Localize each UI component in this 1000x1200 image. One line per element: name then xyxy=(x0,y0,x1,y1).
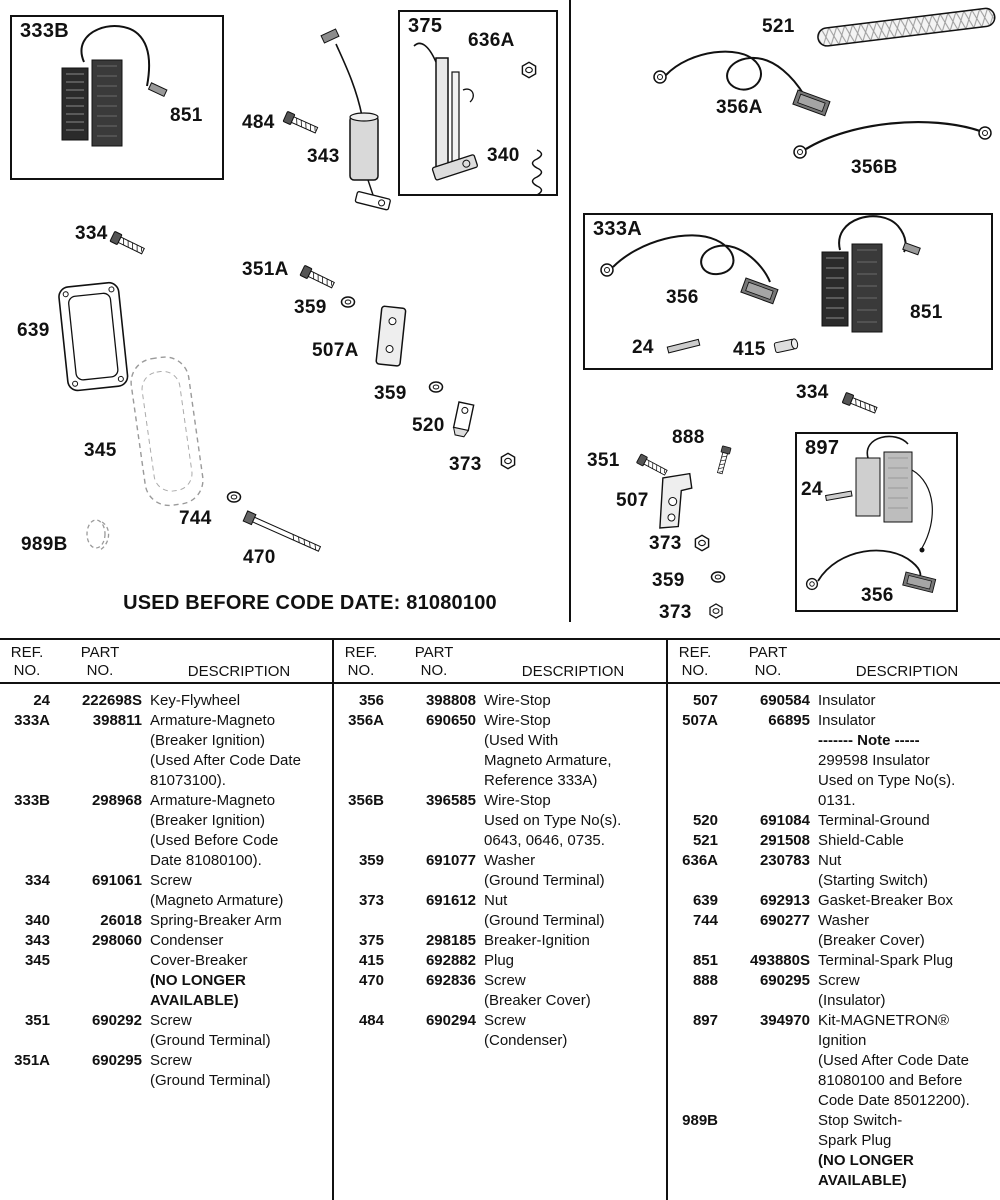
insulator-507-illustration xyxy=(656,470,694,532)
description-line: Wire-Stop xyxy=(484,692,551,709)
description xyxy=(818,891,998,911)
stop-switch-989b-illustration xyxy=(87,520,109,550)
part-row-520 xyxy=(672,811,998,831)
part-callout-851: 851 xyxy=(910,302,943,323)
description-line: (Starting Switch) xyxy=(818,872,929,889)
description xyxy=(818,911,998,951)
part-no: 690584 xyxy=(759,692,810,709)
description-line: ------- Note ----- xyxy=(818,732,920,749)
diagram-box-label: 375 xyxy=(408,15,443,37)
ref-no: 484 xyxy=(358,1012,384,1029)
ref-no: 334 xyxy=(24,872,50,889)
description-line: Key-Flywheel xyxy=(150,692,241,709)
part-callout-356: 356 xyxy=(861,585,894,606)
description-line: Magneto Armature, xyxy=(484,752,612,769)
diagram-box-333B xyxy=(10,15,224,180)
description-line: Kit-MAGNETRON® xyxy=(818,1012,950,1029)
description xyxy=(484,931,664,951)
description-line: (Used After Code Date xyxy=(150,752,301,769)
part-row-373 xyxy=(338,891,664,931)
part-callout-359: 359 xyxy=(652,570,685,591)
part-callout-373: 373 xyxy=(649,533,682,554)
part-callout-507: 507 xyxy=(616,490,649,511)
washer-359-icon-3 xyxy=(712,572,725,582)
description xyxy=(150,871,330,911)
part-callout-470: 470 xyxy=(243,547,276,568)
header-ref-no: REF. NO. xyxy=(678,644,712,679)
description xyxy=(818,691,998,711)
description-line: Spark Plug xyxy=(818,1132,892,1149)
description-line: (Condenser) xyxy=(484,1032,568,1049)
ref-no: 356B xyxy=(348,792,384,809)
description-line: Shield-Cable xyxy=(818,832,904,849)
description-line: Wire-Stop xyxy=(484,792,551,809)
ref-no: 333B xyxy=(14,792,50,809)
part-no: 692836 xyxy=(425,972,476,989)
header-description: DESCRIPTION xyxy=(855,663,959,680)
description-line: Screw xyxy=(484,1012,526,1029)
description-line: (Breaker Cover) xyxy=(818,932,925,949)
description-line: (NO LONGER xyxy=(818,1152,914,1169)
part-no: 690295 xyxy=(91,1052,142,1069)
part-no: 222698S xyxy=(81,692,142,709)
description-line: Screw xyxy=(150,1052,192,1069)
description-line: Stop Switch- xyxy=(818,1112,903,1129)
description-line: 81073100). xyxy=(150,772,226,789)
breaker-cover-345-illustration xyxy=(128,354,206,509)
part-callout-744: 744 xyxy=(179,508,212,529)
description xyxy=(150,911,330,931)
description-line: Terminal-Ground xyxy=(818,812,930,829)
description xyxy=(484,971,664,1011)
part-no: 26018 xyxy=(100,912,142,929)
wire-stop-356b-illustration xyxy=(794,122,991,158)
parts-table-column-2 xyxy=(332,640,666,1200)
ref-no: 24 xyxy=(33,692,50,709)
part-callout-888: 888 xyxy=(672,427,705,448)
part-no: 691612 xyxy=(425,892,476,909)
code-date-caption: USED BEFORE CODE DATE: 81080100 xyxy=(123,592,497,614)
description-line: (Breaker Cover) xyxy=(484,992,591,1009)
part-row-470 xyxy=(338,971,664,1011)
description xyxy=(818,971,998,1011)
part-row-639 xyxy=(672,891,998,911)
description-line: 299598 Insulator xyxy=(818,752,930,769)
part-row-333A xyxy=(4,711,330,791)
part-callout-373: 373 xyxy=(659,602,692,623)
description-line: Cover-Breaker xyxy=(150,952,248,969)
ref-no: 415 xyxy=(358,952,384,969)
part-callout-356A: 356A xyxy=(716,97,763,118)
description xyxy=(484,1011,664,1051)
description-line: (Used With xyxy=(484,732,559,749)
part-row-507A xyxy=(672,711,998,811)
ref-no: 356 xyxy=(358,692,384,709)
part-no: 396585 xyxy=(425,792,476,809)
part-row-415 xyxy=(338,951,664,971)
part-row-636A xyxy=(672,851,998,891)
description-line: (NO LONGER xyxy=(150,972,246,989)
description xyxy=(150,1051,330,1091)
ref-no: 888 xyxy=(692,972,718,989)
header-ref-no: REF. NO. xyxy=(344,644,378,679)
part-no: 493880S xyxy=(749,952,810,969)
ref-no: 639 xyxy=(692,892,718,909)
part-callout-334: 334 xyxy=(796,382,829,403)
part-no: 691077 xyxy=(425,852,476,869)
ref-no: 351A xyxy=(14,1052,50,1069)
part-row-356B xyxy=(338,791,664,851)
header-ref-no: REF. NO. xyxy=(10,644,44,679)
part-callout-356: 356 xyxy=(666,287,699,308)
description-line: Armature-Magneto xyxy=(150,792,276,809)
description-line: 0131. xyxy=(818,792,856,809)
part-callout-415: 415 xyxy=(733,339,766,360)
part-row-744 xyxy=(672,911,998,951)
part-row-340 xyxy=(4,911,330,931)
part-no: 692913 xyxy=(759,892,810,909)
description xyxy=(484,851,664,891)
part-row-334 xyxy=(4,871,330,911)
part-callout-989B: 989B xyxy=(21,534,68,555)
description xyxy=(484,711,664,791)
description-line: Plug xyxy=(484,952,515,969)
washer-744-icon xyxy=(228,492,241,502)
part-no: 291508 xyxy=(759,832,810,849)
diagram-box-label: 333B xyxy=(20,20,70,42)
washer-359-icon-2 xyxy=(430,382,443,392)
part-row-345 xyxy=(4,951,330,1011)
description xyxy=(484,951,664,971)
description-line: Terminal-Spark Plug xyxy=(818,952,954,969)
washer-359-icon xyxy=(342,297,355,307)
description-line: (Ground Terminal) xyxy=(484,912,605,929)
ref-no: 340 xyxy=(24,912,50,929)
insulator-507a-illustration xyxy=(376,306,406,366)
part-no: 690294 xyxy=(425,1012,476,1029)
description-line: (Used Before Code xyxy=(150,832,279,849)
description-line: (Insulator) xyxy=(818,992,886,1009)
header-description: DESCRIPTION xyxy=(187,663,291,680)
part-no: 298060 xyxy=(91,932,142,949)
part-row-851 xyxy=(672,951,998,971)
terminal-ground-520-illustration xyxy=(452,402,474,437)
ref-no: 521 xyxy=(692,832,718,849)
shield-cable-521-illustration xyxy=(817,7,996,47)
gasket-639-illustration xyxy=(58,282,129,392)
ref-no: 373 xyxy=(358,892,384,909)
part-callout-356B: 356B xyxy=(851,157,898,178)
description-line: Screw xyxy=(150,1012,192,1029)
description-line: Nut xyxy=(818,852,842,869)
ref-no: 507A xyxy=(682,712,718,729)
screw-334-right-icon xyxy=(842,392,878,415)
description-line: Reference 333A) xyxy=(484,772,598,789)
part-row-507 xyxy=(672,691,998,711)
description xyxy=(818,951,998,971)
ref-no: 375 xyxy=(358,932,384,949)
diagram-box-label: 897 xyxy=(805,437,840,459)
description-line: Ignition xyxy=(818,1032,867,1049)
description-line: Washer xyxy=(818,912,870,929)
description-line: Insulator xyxy=(818,692,876,709)
part-no: 691084 xyxy=(759,812,810,829)
part-no: 690292 xyxy=(91,1012,142,1029)
part-no: 66895 xyxy=(768,712,810,729)
screw-351a-icon xyxy=(300,265,335,290)
parts-table-column-1 xyxy=(0,640,332,1200)
part-callout-359: 359 xyxy=(294,297,327,318)
part-no: 230783 xyxy=(759,852,810,869)
description xyxy=(818,1011,998,1111)
part-row-484 xyxy=(338,1011,664,1051)
ref-no: 359 xyxy=(358,852,384,869)
part-row-24 xyxy=(4,691,330,711)
part-row-897 xyxy=(672,1011,998,1111)
part-callout-359: 359 xyxy=(374,383,407,404)
part-no: 690650 xyxy=(425,712,476,729)
header-part-no: PART NO. xyxy=(748,644,788,679)
nut-373-icon-2 xyxy=(695,535,708,550)
screw-334-icon xyxy=(110,231,145,256)
description-line: Armature-Magneto xyxy=(150,712,276,729)
part-row-351 xyxy=(4,1011,330,1051)
ref-no: 470 xyxy=(358,972,384,989)
description-line: 0643, 0646, 0735. xyxy=(484,832,605,849)
part-callout-520: 520 xyxy=(412,415,445,436)
description xyxy=(818,1111,998,1191)
description xyxy=(818,811,998,831)
ref-no: 507 xyxy=(692,692,718,709)
description-line: Screw xyxy=(150,872,192,889)
description xyxy=(484,791,664,851)
ref-no: 744 xyxy=(692,912,718,929)
screw-888-icon xyxy=(716,446,732,475)
part-callout-521: 521 xyxy=(762,16,795,37)
table-header-row xyxy=(334,640,666,684)
description-line: Nut xyxy=(484,892,508,909)
part-callout-373: 373 xyxy=(449,454,482,475)
description-line: Washer xyxy=(484,852,536,869)
part-callout-345: 345 xyxy=(84,440,117,461)
part-no xyxy=(58,951,142,1011)
description-line: Wire-Stop xyxy=(484,712,551,729)
part-callout-636A: 636A xyxy=(468,30,515,51)
part-row-359 xyxy=(338,851,664,891)
description-line: (Breaker Ignition) xyxy=(150,812,266,829)
part-callout-24: 24 xyxy=(801,479,823,500)
part-no: 691061 xyxy=(91,872,142,889)
ref-no: 351 xyxy=(24,1012,50,1029)
part-row-351A xyxy=(4,1051,330,1091)
ref-no: 343 xyxy=(24,932,50,949)
description xyxy=(484,891,664,931)
part-row-333B xyxy=(4,791,330,871)
ref-no: 333A xyxy=(14,712,50,729)
screw-484-icon xyxy=(283,111,319,135)
table-header-row xyxy=(0,640,332,684)
part-no: 398808 xyxy=(425,692,476,709)
description-line: (Magneto Armature) xyxy=(150,892,284,909)
part-callout-351A: 351A xyxy=(242,259,289,280)
description-line: (Ground Terminal) xyxy=(150,1032,271,1049)
part-callout-24: 24 xyxy=(632,337,654,358)
description-line: Date 81080100). xyxy=(150,852,262,869)
section-divider xyxy=(569,0,571,622)
part-row-356A xyxy=(338,711,664,791)
table-rows xyxy=(0,684,332,1091)
description xyxy=(818,711,998,811)
part-no xyxy=(726,1111,810,1191)
description-line: (Ground Terminal) xyxy=(484,872,605,889)
table-header-row xyxy=(668,640,1000,684)
description xyxy=(484,691,664,711)
part-callout-334: 334 xyxy=(75,223,108,244)
part-no: 692882 xyxy=(425,952,476,969)
ref-no: 520 xyxy=(692,812,718,829)
part-row-989B xyxy=(672,1111,998,1191)
condenser-343-illustration xyxy=(321,29,391,210)
table-rows xyxy=(668,684,1000,1191)
part-callout-851: 851 xyxy=(170,105,203,126)
description xyxy=(818,831,998,851)
description xyxy=(150,791,330,871)
ref-no: 897 xyxy=(692,1012,718,1029)
description xyxy=(150,1011,330,1051)
description-line: Condenser xyxy=(150,932,224,949)
part-no: 690277 xyxy=(759,912,810,929)
part-row-375 xyxy=(338,931,664,951)
part-callout-340: 340 xyxy=(487,145,520,166)
description-line: (Used After Code Date xyxy=(818,1052,969,1069)
description-line: Breaker-Ignition xyxy=(484,932,590,949)
description-line: AVAILABLE) xyxy=(150,992,239,1009)
description xyxy=(818,851,998,891)
description xyxy=(150,931,330,951)
part-no: 690295 xyxy=(759,972,810,989)
ref-no: 989B xyxy=(682,1112,718,1129)
part-callout-484: 484 xyxy=(242,112,275,133)
part-callout-351: 351 xyxy=(587,450,620,471)
description-line: Insulator xyxy=(818,712,876,729)
header-part-no: PART NO. xyxy=(414,644,454,679)
description xyxy=(150,711,330,791)
description-line: (Ground Terminal) xyxy=(150,1072,271,1089)
ref-no: 345 xyxy=(24,952,50,969)
screw-351-icon xyxy=(636,454,668,477)
diagram-box-label: 333A xyxy=(593,218,643,240)
description-line: Code Date 85012200). xyxy=(818,1092,970,1109)
description-line: Used on Type No(s). xyxy=(484,812,622,829)
header-description: DESCRIPTION xyxy=(521,663,625,680)
description xyxy=(150,691,330,711)
part-row-521 xyxy=(672,831,998,851)
description-line: 81080100 and Before xyxy=(818,1072,963,1089)
description-line: Used on Type No(s). xyxy=(818,772,956,789)
ref-no: 356A xyxy=(348,712,384,729)
part-row-343 xyxy=(4,931,330,951)
description-line: (Breaker Ignition) xyxy=(150,732,266,749)
part-no: 298185 xyxy=(425,932,476,949)
part-no: 394970 xyxy=(759,1012,810,1029)
parts-list-table xyxy=(0,638,1000,1200)
part-callout-507A: 507A xyxy=(312,340,359,361)
ref-no: 851 xyxy=(692,952,718,969)
header-part-no: PART NO. xyxy=(80,644,120,679)
nut-373-icon-3 xyxy=(710,604,722,618)
part-row-888 xyxy=(672,971,998,1011)
part-callout-639: 639 xyxy=(17,320,50,341)
parts-table-column-3 xyxy=(666,640,1000,1200)
part-row-356 xyxy=(338,691,664,711)
description-line: Screw xyxy=(818,972,860,989)
description-line: AVAILABLE) xyxy=(818,1172,907,1189)
description xyxy=(150,951,330,1011)
description-line: Spring-Breaker Arm xyxy=(150,912,282,929)
nut-373-icon xyxy=(501,453,514,468)
description-line: Screw xyxy=(484,972,526,989)
part-no: 398811 xyxy=(92,712,142,729)
part-no: 298968 xyxy=(91,792,142,809)
ref-no: 636A xyxy=(682,852,718,869)
description-line: Gasket-Breaker Box xyxy=(818,892,954,909)
part-callout-343: 343 xyxy=(307,146,340,167)
table-rows xyxy=(334,684,666,1051)
